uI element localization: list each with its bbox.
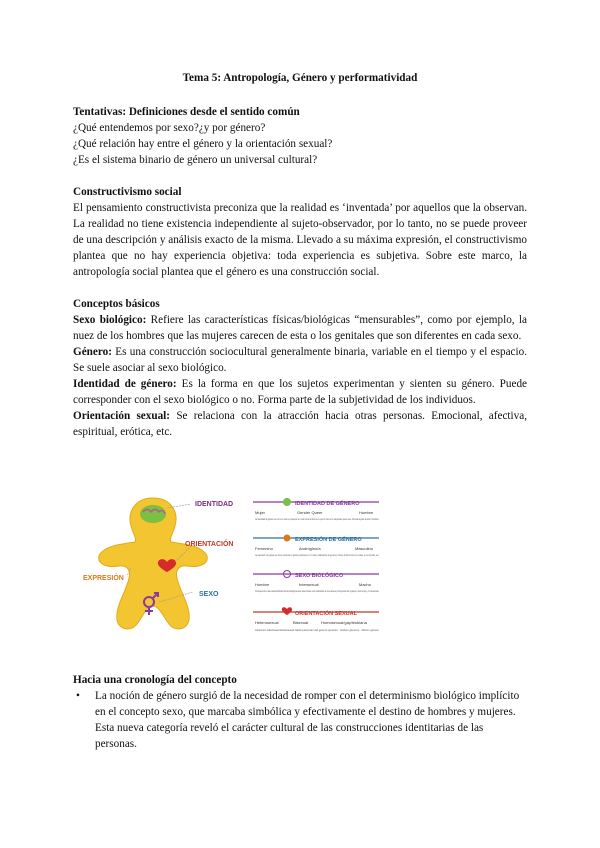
scale-desc: Corresponde a las características físicas biológicas que determinan a los individuos a nivel sexual, incluyendo las órganos, hormonas y cromosomas.	[255, 589, 380, 593]
brain-icon	[140, 505, 166, 523]
scale-end: Mujer	[255, 510, 266, 515]
conceptos-heading: Conceptos básicos	[73, 298, 160, 310]
scale-title: SEXO BIOLÓGICO	[295, 573, 344, 579]
scale-end: Gender Queer	[297, 510, 323, 515]
conceptos-section	[73, 296, 527, 440]
concepto-text: Se relaciona con la atracción hacia otras personas. Emocional, afectiva, espiritual, erótica, etc.	[73, 410, 527, 438]
scale-end: Masculino	[355, 546, 374, 551]
scale-end: Andrógino/a	[299, 546, 321, 551]
scale-end: Macho	[359, 582, 372, 587]
concepto-text: Refiere las características físicas/biológicas “mensurables”, como por ejemplo, la nuez de los hombres que las mujeres carecen de esta o los genitales que son diferentes en cada sexo.	[73, 314, 528, 342]
scale-end: Homosexual/gay/lesbiana	[321, 620, 367, 625]
cronologia-section	[73, 672, 527, 688]
concepto-genero	[73, 344, 527, 376]
question-1: ¿Qué entendemos por sexo?¿y por género?	[73, 122, 266, 134]
concepto-term: Sexo biológico:	[73, 314, 147, 326]
scale-title: EXPRESIÓN DE GÉNERO	[295, 537, 362, 543]
gingerbread-person	[99, 498, 208, 629]
label-orientacion: ORIENTACIÓN	[185, 541, 234, 548]
page-title: Tema 5: Antropología, Género y performatividad	[182, 72, 418, 84]
cronologia-heading: Hacia una cronología del concepto	[73, 674, 237, 686]
scale-title: ORIENTACIÓN SEXUAL	[295, 611, 357, 617]
concepto-term: Orientación sexual:	[73, 410, 171, 422]
list-item-text: La noción de género surgió de la necesidad de romper con el determinismo biológico implícito en el concepto sexo, que marcaba simbólica y efectivamente el destino de hombres y mujeres. Esta nueva categoría reveló el carácter cultural de las construcciones identitarias de las personas.	[95, 690, 520, 750]
scale-end: Femenino	[255, 546, 273, 551]
concepto-text: Es una construcción sociocultural generalmente binaria, variable en el tiempo y el espacio. Se suele asociar al sexo biológico.	[73, 346, 528, 374]
scale-end: Bisexual	[293, 620, 309, 625]
scale-end: Hombre	[359, 510, 374, 515]
scale-orientacion	[253, 607, 379, 632]
list-item	[73, 688, 527, 752]
constructivismo-heading: Constructivismo social	[73, 186, 182, 198]
concepto-orientacion-sexual	[73, 408, 527, 440]
scale-desc: Atracción afectiva/erótica/sexual hacia personas del género opuesto · Ambos géneros · Mismo género	[255, 628, 380, 632]
label-expresion: EXPRESIÓN	[83, 575, 124, 582]
bullet-icon: •	[76, 690, 80, 702]
constructivismo-text: El pensamiento constructivista preconiza que la realidad es ‘inventada’ por aquellos que la observan. La realidad no tiene existencia independiente al sujeto-observador, por lo tanto, no se puede proveer de una descripción y análisis exacto de la misma. Llevado a su máxima expresión, el constructivismo plantea que no hay experiencia objetiva: toda experiencia es subjetiva. Sobre este marco, la antropología social plantea que el género es una construcción social.	[73, 202, 527, 278]
concepto-term: Identidad de género:	[73, 378, 177, 390]
genderbread-figure	[75, 490, 385, 642]
question-3: ¿Es el sistema binario de género un universal cultural?	[73, 154, 318, 166]
concepto-sexo-biologico	[73, 312, 527, 344]
scale-end: Hombre	[255, 582, 270, 587]
concepto-term: Género:	[73, 346, 112, 358]
scale-title: IDENTIDAD DE GÉNERO	[295, 501, 360, 507]
label-sexo: SEXO	[199, 591, 219, 598]
scale-desc: La expresión de género es cómo expresas tu género (acciones en tu vida y tratamiento de género), incluye la forma como tu vistes, te comportas, etc.	[255, 553, 380, 557]
constructivismo-section	[73, 184, 527, 280]
tentativas-section	[73, 104, 527, 168]
scale-identidad	[253, 498, 379, 521]
tentativas-heading: Tentativas: Definiciones desde el sentido común	[73, 106, 300, 118]
scale-end: Heterosexual	[255, 620, 279, 625]
scale-end: Intersexual	[299, 582, 319, 587]
question-2: ¿Qué relación hay entre el género y la orientación sexual?	[73, 138, 333, 150]
concepto-identidad-genero	[73, 376, 527, 408]
scale-expresion	[253, 535, 379, 558]
concepto-text: Es la forma en que los sujetos experimentan y sienten su género. Puede corresponder con el sexo biológico o no. Forma parte de la subjetividad de los individuos.	[73, 378, 528, 406]
label-identidad: IDENTIDAD	[195, 501, 234, 508]
scale-desc: La identidad de género es cómo tú mismo (respecto a ti mismo) Es la forma en que tú mismo te interpretas quien eres. Me sale ayuda al tener hombres.	[255, 517, 380, 521]
scale-sexo	[253, 571, 379, 594]
